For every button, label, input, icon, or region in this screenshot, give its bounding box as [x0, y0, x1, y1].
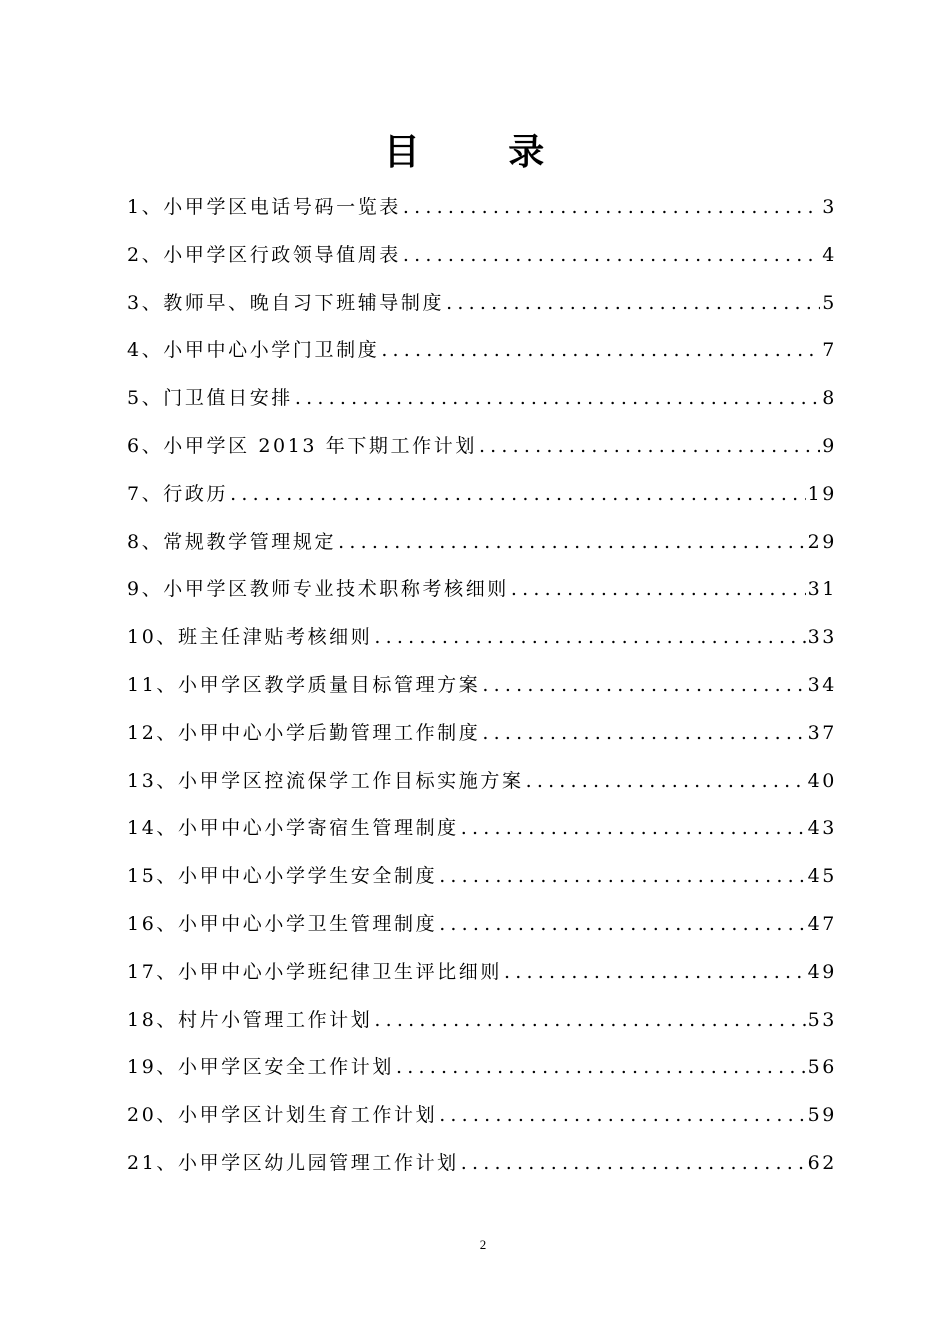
toc-dot-leader: [461, 805, 806, 853]
toc-entry-number: 18、: [127, 1008, 178, 1031]
toc-dot-leader: [526, 758, 806, 806]
toc-entry[interactable]: [127, 901, 837, 949]
toc-entry-number: 8、: [127, 530, 164, 553]
toc-entry-page: 47: [807, 912, 837, 935]
page-title: 目 录: [383, 132, 583, 173]
toc-entry[interactable]: [127, 614, 837, 662]
toc-entry-page: 34: [807, 673, 837, 696]
toc-entry-page: 5: [822, 291, 837, 314]
toc-entry-number: 4、: [127, 339, 164, 362]
toc-entry-page: 45: [807, 865, 837, 888]
toc-dot-leader: [461, 1140, 806, 1188]
toc-dot-leader: [374, 997, 805, 1045]
toc-entry-title: 常规教学管理规定: [163, 530, 337, 553]
toc-entry-number: 9、: [127, 578, 164, 601]
toc-entry-number: 17、: [127, 960, 178, 983]
toc-entry-page: 37: [807, 721, 837, 744]
toc-entry-title: 小甲中心小学后勤管理工作制度: [177, 721, 481, 744]
toc-entry-title: 小甲学区行政领导值周表: [163, 243, 401, 266]
toc-entry-page: 40: [807, 769, 837, 792]
toc-entry-page: 53: [807, 1008, 837, 1031]
toc-entry[interactable]: [127, 1092, 837, 1140]
toc-entry[interactable]: [127, 710, 837, 758]
toc-entry-number: 3、: [127, 291, 164, 314]
toc-entry-title: 教师早、晚自习下班辅导制度: [163, 291, 445, 314]
toc-entry-title: 小甲学区控流保学工作目标实施方案: [177, 769, 524, 792]
toc-entry-title: 小甲学区 2013 年下期工作计划: [163, 434, 477, 457]
toc-dot-leader: [403, 184, 820, 232]
toc-dot-leader: [403, 232, 820, 280]
toc-entry-page: 33: [807, 626, 837, 649]
toc-entry-title: 小甲学区安全工作计划: [177, 1056, 394, 1079]
toc-entry[interactable]: [127, 375, 837, 423]
toc-dot-leader: [479, 423, 820, 471]
toc-entry-number: 2、: [127, 243, 164, 266]
toc-entry-title: 小甲学区教学质量目标管理方案: [177, 673, 481, 696]
toc-entry-title: 小甲学区计划生育工作计划: [177, 1104, 438, 1127]
table-of-contents: [127, 184, 837, 1188]
toc-dot-leader: [439, 1092, 805, 1140]
toc-entry[interactable]: [127, 471, 837, 519]
toc-entry-title: 小甲学区电话号码一览表: [163, 196, 401, 218]
toc-entry-number: 13、: [127, 769, 178, 792]
toc-entry-number: 11、: [127, 673, 178, 696]
toc-entry-title: 小甲中心小学寄宿生管理制度: [177, 817, 459, 840]
toc-entry-number: 14、: [127, 817, 178, 840]
toc-entry[interactable]: [127, 805, 837, 853]
toc-entry-number: 6、: [127, 434, 164, 457]
toc-entry-number: 20、: [127, 1104, 178, 1127]
toc-entry-page: 31: [807, 578, 837, 601]
toc-entry-title: 小甲中心小学班纪律卫生评比细则: [177, 960, 502, 983]
toc-entry-title: 门卫值日安排: [163, 387, 293, 410]
toc-dot-leader: [511, 566, 806, 614]
toc-dot-leader: [230, 471, 806, 519]
toc-entry-number: 5、: [127, 387, 164, 410]
toc-entry[interactable]: [127, 853, 837, 901]
toc-entry-page: 3: [822, 196, 837, 218]
toc-entry-number: 1、: [127, 196, 164, 218]
toc-entry-title: 小甲中心小学门卫制度: [163, 339, 380, 362]
toc-entry-page: 4: [822, 243, 837, 266]
toc-entry-page: 62: [807, 1151, 837, 1174]
toc-entry[interactable]: [127, 566, 837, 614]
toc-entry[interactable]: [127, 949, 837, 997]
page-number: 2: [479, 1237, 487, 1252]
toc-entry[interactable]: [127, 423, 837, 471]
toc-entry[interactable]: [127, 1140, 837, 1188]
toc-dot-leader: [446, 280, 820, 328]
toc-dot-leader: [439, 901, 805, 949]
toc-entry-number: 10、: [127, 626, 178, 649]
toc-dot-leader: [374, 614, 805, 662]
toc-dot-leader: [504, 949, 806, 997]
toc-entry-title: 行政历: [163, 482, 229, 505]
toc-entry-number: 16、: [127, 912, 178, 935]
toc-dot-leader: [295, 375, 820, 423]
toc-entry[interactable]: [127, 327, 837, 375]
toc-entry-number: 21、: [127, 1151, 178, 1174]
toc-entry-number: 7、: [127, 482, 164, 505]
toc-entry[interactable]: [127, 997, 837, 1045]
toc-entry-title: 小甲学区幼儿园管理工作计划: [177, 1151, 459, 1174]
toc-entry-page: 56: [807, 1056, 837, 1079]
toc-entry[interactable]: [127, 232, 837, 280]
toc-entry-number: 19、: [127, 1056, 178, 1079]
toc-entry[interactable]: [127, 1044, 837, 1092]
toc-entry-page: 19: [807, 482, 837, 505]
toc-entry[interactable]: [127, 662, 837, 710]
toc-entry-number: 12、: [127, 721, 178, 744]
toc-entry-page: 43: [807, 817, 837, 840]
toc-dot-leader: [482, 710, 805, 758]
toc-entry-page: 59: [807, 1104, 837, 1127]
toc-dot-leader: [338, 519, 806, 567]
toc-entry-title: 村片小管理工作计划: [177, 1008, 373, 1031]
toc-entry-page: 9: [822, 434, 837, 457]
toc-entry-title: 小甲中心小学学生安全制度: [177, 865, 438, 888]
toc-entry-page: 8: [822, 387, 837, 410]
toc-dot-leader: [439, 853, 805, 901]
toc-entry-page: 49: [807, 960, 837, 983]
toc-entry[interactable]: [127, 280, 837, 328]
toc-dot-leader: [482, 662, 805, 710]
toc-entry[interactable]: [127, 184, 837, 232]
toc-entry-title: 班主任津贴考核细则: [177, 626, 373, 649]
toc-entry-title: 小甲学区教师专业技术职称考核细则: [163, 578, 509, 601]
toc-entry-title: 小甲中心小学卫生管理制度: [177, 912, 438, 935]
toc-entry-page: 7: [822, 339, 837, 362]
toc-dot-leader: [396, 1044, 806, 1092]
toc-entry[interactable]: [127, 519, 837, 567]
toc-entry-page: 29: [807, 530, 837, 553]
toc-dot-leader: [381, 327, 820, 375]
toc-entry[interactable]: [127, 758, 837, 806]
toc-entry-number: 15、: [127, 865, 178, 888]
